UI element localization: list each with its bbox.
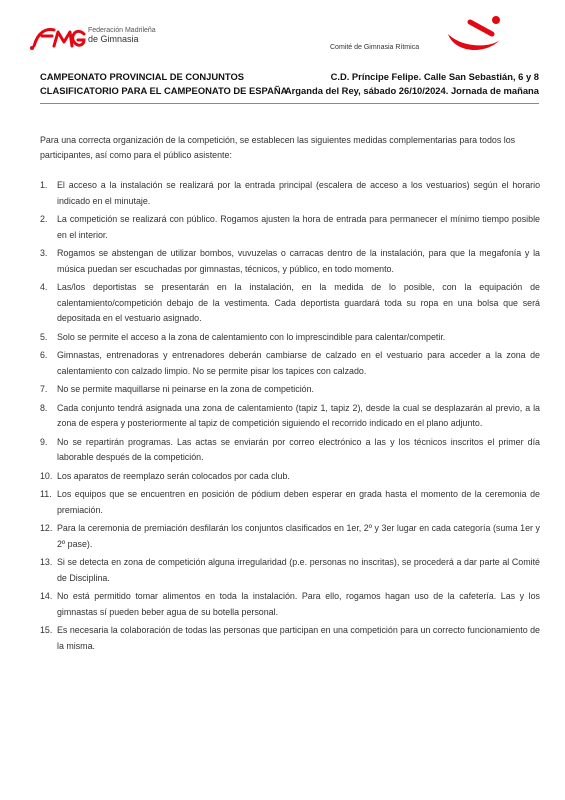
federation-line1: Federación Madrileña [88, 27, 156, 34]
list-item-number: 11. [40, 489, 52, 499]
list-item [40, 348, 540, 379]
list-item-text: Para la ceremonia de premiación desfilarán los conjuntos clasificados en 1er, 2º y 3er lugar en cada categoría (suma 1er y 2º pase). [57, 523, 540, 549]
list-item [40, 521, 540, 552]
list-item-number: 7. [40, 384, 48, 394]
list-item-text: Gimnastas, entrenadoras y entrenadores deberán cambiarse de calzado en el vestuario para acceder a la zona de calentamiento con calzado limpio. No se permite pisar los tapices con calzado. [57, 350, 540, 376]
list-item-text: Cada conjunto tendrá asignada una zona de calentamiento (tapiz 1, tapiz 2), desde la cual se desplazarán al previo, a la zona de espera y posteriormente al tapiz de competición siguiendo el recorrido indicado en el plano adjunto. [57, 402, 540, 428]
committee-logo [440, 12, 510, 65]
list-item-number: 14. [40, 591, 53, 601]
list-item-text: Solo se permite el acceso a la zona de calentamiento con lo imprescindible para calentar/competir. [57, 331, 446, 342]
list-item [40, 330, 540, 346]
list-item-text: No se repartirán programas. Las actas se enviarán por correo electrónico a las y los técnicos inscritos el primer día laborable después de la competición. [57, 436, 540, 462]
list-item-number: 10. [40, 470, 53, 481]
list-item-text: No se permite maquillarse ni peinarse en la zona de competición. [57, 384, 315, 394]
list-item [40, 178, 540, 209]
list-item-number: 12. [40, 523, 53, 533]
list-item-number: 2. [40, 214, 48, 224]
rules-list [40, 178, 540, 657]
list-item-text: Las/los deportistas se presentarán en la instalación, en la medida de lo posible, con la equipación de calentamiento/competición debajo de la vestimenta. Cada deportista guardará toda su ropa en una bolsa que será depositada en el vestuario asignado. [57, 282, 540, 323]
list-item-number: 4. [40, 282, 48, 292]
event-title [40, 70, 287, 98]
list-item-number: 8. [40, 402, 48, 413]
list-item-number: 1. [40, 180, 48, 190]
list-item [40, 623, 540, 654]
event-venue [285, 70, 539, 98]
list-item-text: El acceso a la instalación se realizará por la entrada principal (escalera de acceso a los vestuarios) según el horario indicado en el minutaje. [57, 180, 540, 206]
list-item-text: No está permitido tomar alimentos en toda la instalación. Para ello, rogamos hagan uso de la cafetería. Las y los gimnastas sí pueden beber agua de su botella personal. [57, 591, 540, 617]
event-venue-line2: Arganda del Rey, sábado 26/10/2024. Jornada de mañana [284, 85, 539, 96]
list-item [40, 589, 540, 620]
event-title-line1: CAMPEONATO PROVINCIAL DE CONJUNTOS [40, 71, 245, 82]
fmg-logo-icon [28, 22, 86, 54]
event-venue-line1: C.D. Príncipe Felipe. Calle San Sebastián, 6 y 8 [330, 71, 539, 82]
list-item-text: Si se detecta en zona de competición alguna irregularidad (p.e. personas no inscritas), se procederá a dar parte al Comité de Disciplina. [57, 557, 540, 583]
list-item-text: Es necesaria la colaboración de todas las personas que participan en una competición para un correcto funcionamiento de la misma. [57, 625, 540, 651]
list-item-number: 13. [40, 557, 53, 567]
list-item-number: 3. [40, 248, 48, 258]
list-item [40, 487, 540, 518]
committee-name: Comité de Gimnasia Rítmica [330, 44, 420, 51]
list-item-number: 9. [40, 436, 48, 447]
gymnast-logo-icon [440, 12, 510, 60]
list-item-text: La competición se realizará con público. Rogamos ajusten la hora de entrada para permanecer el mínimo tiempo posible en el interior. [57, 214, 540, 240]
header-divider [40, 103, 539, 104]
list-item-text: Rogamos se abstengan de utilizar bombos, vuvuzelas o carracas dentro de la instalación, para que la megafonía y la música puedan ser escuchadas por gimnastas, técnicos, y público, en todo momento. [57, 248, 540, 274]
list-item [40, 555, 540, 586]
federation-name [88, 26, 156, 44]
list-item-text: Los aparatos de reemplazo serán colocados por cada club. [57, 470, 290, 481]
list-item [40, 246, 540, 277]
intro-paragraph: Para una correcta organización de la competición, se establecen las siguientes medidas complementarias para todos los participantes, así como para el público asistente: [40, 134, 516, 161]
list-item-number: 15. [40, 625, 53, 635]
list-item [40, 435, 540, 466]
list-item [40, 401, 540, 432]
list-item [40, 469, 540, 485]
federation-line2: de Gimnasia [88, 34, 139, 44]
list-item [40, 212, 540, 243]
list-item-text: Los equipos que se encuentren en posición de pódium deben esperar en grada hasta el momento de la ceremonia de premiación. [57, 489, 540, 515]
list-item [40, 382, 540, 398]
list-item-number: 5. [40, 331, 48, 342]
list-item-number: 6. [40, 350, 48, 360]
list-item [40, 280, 540, 327]
event-title-line2: CLASIFICATORIO PARA EL CAMPEONATO DE ESPAÑA [40, 85, 288, 96]
